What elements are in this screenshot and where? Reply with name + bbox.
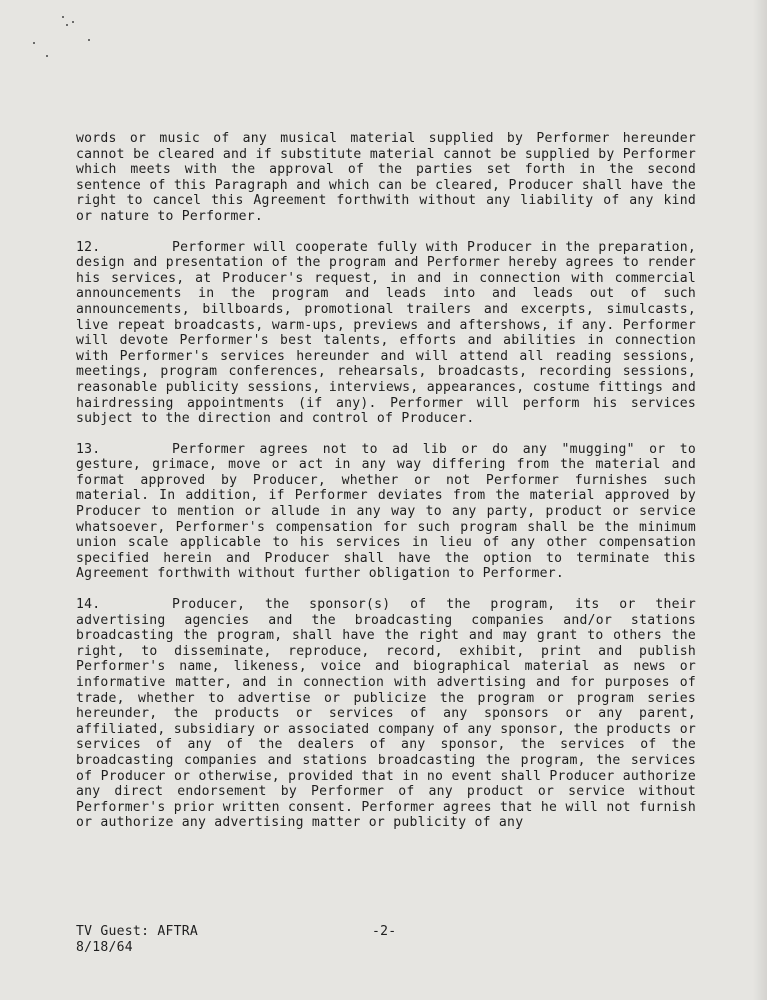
body-text xyxy=(76,131,696,831)
paragraph-number: 13. xyxy=(76,441,101,457)
page-number: -2- xyxy=(372,924,397,939)
document-label: TV Guest: AFTRA xyxy=(76,924,198,939)
paragraph-number: 12. xyxy=(76,239,101,255)
paragraph-text: Performer will cooperate fully with Producer in the preparation, design and presentation of the program and Performer hereby agrees to render his services, at Producer's request, in and in connection with commercial announcements in the program and leads into and leads out of such announcements, billboards, promotional trailers and excerpts, simulcasts, live repeat broadcasts, warm-ups, previews and aftershows, if any. Performer will devote Performer's best talents, efforts and abilities in connection with Performer's services hereunder and will attend all reading sessions, meetings, program conferences, rehearsals, broadcasts, recording sessions, reasonable publicity sessions, interviews, appearances, costume fittings and hairdressing appointments (if any). Performer will perform his services subject to the direction and control of Producer. xyxy=(76,239,696,427)
speck xyxy=(33,42,35,44)
paragraph-13 xyxy=(76,442,696,582)
paragraph-number: 14. xyxy=(76,597,101,613)
paragraph-14 xyxy=(76,597,696,831)
paragraph-text: Performer agrees not to ad lib or do any "mugging" or to gesture, grimace, move or act in any way differing from the material and format approved by Producer, whether or not Performer furnishes such material. In addition, if Performer deviates from the material approved by Producer to mention or allude in any way to any party, product or service whatsoever, Performer's compensation for such program shall be the minimum union scale applicable to his services in lieu of any other compensation specified herein and Producer shall have the option to terminate this Agreement forthwith without further obligation to Performer. xyxy=(76,441,696,582)
speck xyxy=(72,21,74,23)
paragraph-text: Producer, the sponsor(s) of the program, its or their advertising agencies and the broadcasting companies and/or stations broadcasting the program, shall have the right and may grant to others the right, to disseminate, reproduce, record, exhibit, print and publish Performer's name, likeness, voice and biographical material as news or informative matter, and in connection with advertising and for purposes of trade, whether to advertise or publicize the program or program series hereunder, the products or services of any sponsors or any parent, affiliated, subsidiary or associated company of any sponsor, the products or services of any of the dealers of any sponsor, the services of the broadcasting companies and stations broadcasting the program, the services of Producer or otherwise, provided that in no event shall Producer authorize any direct endorsement by Performer of any product or service without Performer's prior written consent. Performer agrees that he will not furnish or authorize any advertising matter or publicity of any xyxy=(76,597,696,831)
page-edge-shadow xyxy=(753,0,767,1000)
document-date: 8/18/64 xyxy=(76,939,133,955)
speck xyxy=(46,55,48,57)
paragraph-12 xyxy=(76,240,696,427)
speck xyxy=(88,39,90,41)
footer-left xyxy=(76,924,276,955)
speck xyxy=(66,24,68,26)
paragraph-11-continued xyxy=(76,131,696,225)
speck xyxy=(62,16,64,18)
paragraph-text: words or music of any musical material supplied by Performer hereunder cannot be cleared and if substitute material cannot be supplied by Performer which meets with the approval of the parties set forth in the second sentence of this Paragraph and which can be cleared, Producer shall have the right to cancel this Agreement forthwith without any liability of any kind or nature to Performer. xyxy=(76,131,696,224)
